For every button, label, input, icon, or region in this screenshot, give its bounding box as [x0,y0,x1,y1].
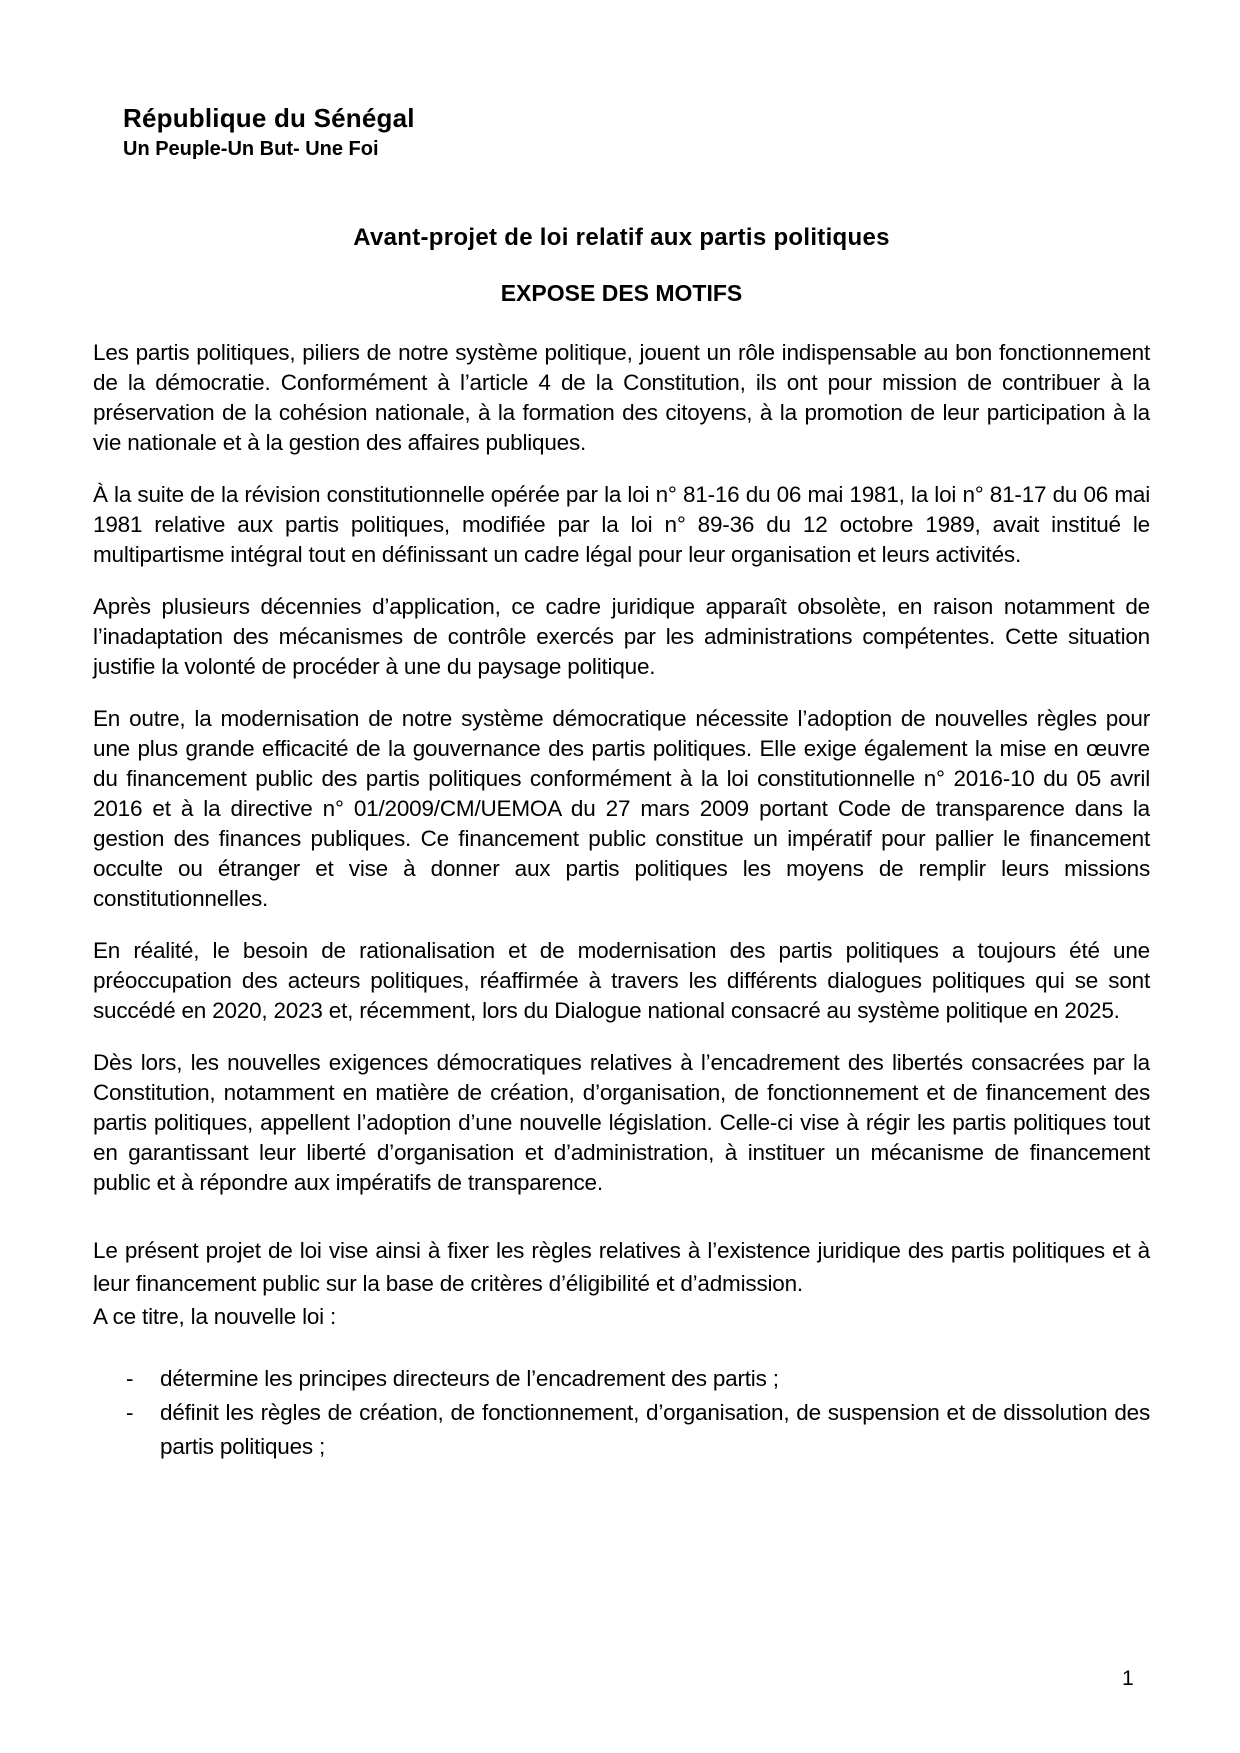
list-lead-in: A ce titre, la nouvelle loi : [93,1304,337,1329]
section-heading: EXPOSE DES MOTIFS [500,280,743,306]
document-header [123,102,1150,164]
header-motto: Un Peuple-Un But- Une Foi [123,138,379,160]
bullet-list [93,1362,1150,1464]
document-title: Avant-projet de loi relatif aux partis politiques [353,224,890,251]
dash-marker: - [126,1400,134,1425]
list-item [126,1396,1150,1464]
paragraph-4: En outre, la modernisation de notre système démocratique nécessite l’adoption de nouvelles règles pour une plus grande efficacité de la gouvernance des partis politiques. Elle exige également la mise en œuvre du financement public des partis politiques conformément à la loi constitutionnelle n° 2016-10 du 05 avril 2016 et à la directive n° 01/2009/CM/UEMOA du 27 mars 2009 portant Code de transparence dans la gestion des finances publiques. Ce financement public constitue un impératif pour pallier le financement occulte ou étranger et vise à donner aux partis politiques les moyens de remplir leurs missions constitutionnelles. [93,706,1150,911]
dash-marker: - [126,1366,134,1391]
list-item-text: détermine les principes directeurs de l’encadrement des partis ; [160,1366,779,1391]
list-item [126,1362,1150,1396]
body-text [93,338,1150,1198]
paragraph-6: Dès lors, les nouvelles exigences démocratiques relatives à l’encadrement des libertés consacrées par la Constitution, notamment en matière de création, d’organisation, de fonctionnement et de financement des partis politiques, appellent l’adoption d’une nouvelle législation. Celle-ci vise à régir les partis politiques tout en garantissant leur liberté d’organisation et d’administration, à instituer un mécanisme de financement public et à répondre aux impératifs de transparence. [93,1050,1150,1195]
closing-paragraph: Le présent projet de loi vise ainsi à fixer les règles relatives à l’existence juridique des partis politiques et à leur financement public sur la base de critères d’éligibilité et d’admission. [93,1238,1150,1296]
document-content [93,0,1150,1464]
header-country: République du Sénégal [123,103,415,133]
paragraph-3: Après plusieurs décennies d’application, ce cadre juridique apparaît obsolète, en raison notamment de l’inadaptation des mécanismes de contrôle exercés par les administrations compétentes. Cette situation justifie la volonté de procéder à une du paysage politique. [93,594,1150,679]
paragraph-2: À la suite de la révision constitutionnelle opérée par la loi n° 81-16 du 06 mai 1981, la loi n° 81-17 du 06 mai 1981 relative aux partis politiques, modifiée par la loi n° 89-36 du 12 octobre 1989, avait institué le multipartisme intégral tout en définissant un cadre légal pour leur organisation et leurs activités. [93,482,1150,567]
page-number: 1 [1122,1667,1134,1690]
paragraph-5: En réalité, le besoin de rationalisation et de modernisation des partis politiques a toujours été une préoccupation des acteurs politiques, réaffirmée à travers les différents dialogues politiques qui se sont succédé en 2020, 2023 et, récemment, lors du Dialogue national consacré au système politique en 2025. [93,938,1150,1023]
list-item-text: définit les règles de création, de fonctionnement, d’organisation, de suspension et de dissolution des partis politiques ; [160,1400,1150,1459]
closing-section [93,1234,1150,1333]
paragraph-1: Les partis politiques, piliers de notre système politique, jouent un rôle indispensable au bon fonctionnement de la démocratie. Conformément à l’article 4 de la Constitution, ils ont pour mission de contribuer à la préservation de la cohésion nationale, à la formation des citoyens, à la promotion de leur participation à la vie nationale et à la gestion des affaires publiques. [93,340,1150,455]
